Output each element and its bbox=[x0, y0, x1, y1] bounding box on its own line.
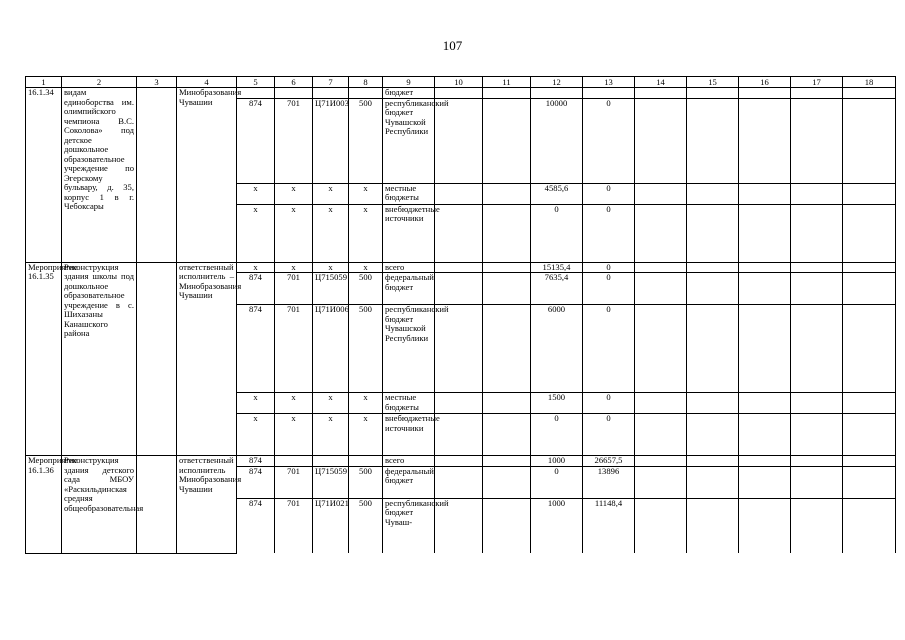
code-gr: 874 bbox=[237, 98, 275, 183]
code-vr: x bbox=[349, 262, 383, 273]
measure-id: Мероприятие 16.1.36 bbox=[26, 456, 62, 554]
code-cs: Ц715059 bbox=[313, 273, 349, 305]
code-vr bbox=[349, 456, 383, 467]
code-rz: 701 bbox=[275, 498, 313, 553]
empty-cell bbox=[635, 262, 687, 273]
code-rz: x bbox=[275, 414, 313, 456]
empty-cell bbox=[483, 414, 531, 456]
empty-cell bbox=[791, 466, 843, 498]
empty-cell bbox=[483, 273, 531, 305]
empty-cell bbox=[791, 393, 843, 414]
empty-cell bbox=[739, 183, 791, 204]
column-header: 9 bbox=[383, 77, 435, 88]
column-header: 7 bbox=[313, 77, 349, 88]
empty-cell bbox=[843, 305, 896, 393]
empty-cell bbox=[483, 204, 531, 262]
funding-source: республиканский бюджет Чувашской Республики bbox=[383, 305, 435, 393]
funding-source: федеральный бюджет bbox=[383, 273, 435, 305]
code-vr: x bbox=[349, 183, 383, 204]
empty-cell bbox=[843, 273, 896, 305]
code-gr: 874 bbox=[237, 273, 275, 305]
code-rz: x bbox=[275, 393, 313, 414]
value-col12: 0 bbox=[531, 204, 583, 262]
measure-id: 16.1.34 bbox=[26, 88, 62, 263]
code-cs: Ц715059 bbox=[313, 466, 349, 498]
column-header: 17 bbox=[791, 77, 843, 88]
empty-cell bbox=[687, 393, 739, 414]
empty-cell bbox=[435, 98, 483, 183]
code-rz: 701 bbox=[275, 98, 313, 183]
code-gr: 874 bbox=[237, 305, 275, 393]
empty-cell bbox=[635, 204, 687, 262]
empty-cell bbox=[635, 273, 687, 305]
value-col12: 0 bbox=[531, 414, 583, 456]
page-number: 107 bbox=[442, 38, 463, 53]
table-row bbox=[26, 456, 896, 467]
empty-cell bbox=[843, 204, 896, 262]
empty-cell bbox=[435, 273, 483, 305]
code-gr: 874 bbox=[237, 466, 275, 498]
code-cs: x bbox=[313, 262, 349, 273]
empty-cell bbox=[435, 204, 483, 262]
code-cs: x bbox=[313, 414, 349, 456]
code-rz: 701 bbox=[275, 466, 313, 498]
funding-source: республиканский бюджет Чуваш- bbox=[383, 498, 435, 553]
code-gr: x bbox=[237, 393, 275, 414]
value-col13: 0 bbox=[583, 393, 635, 414]
value-col13: 13896 bbox=[583, 466, 635, 498]
empty-cell bbox=[791, 204, 843, 262]
empty-cell bbox=[843, 183, 896, 204]
empty-cell bbox=[483, 305, 531, 393]
code-vr: 500 bbox=[349, 273, 383, 305]
empty-cell bbox=[791, 305, 843, 393]
funding-source: бюджет bbox=[383, 88, 435, 99]
value-col12: 15135,4 bbox=[531, 262, 583, 273]
column-header: 14 bbox=[635, 77, 687, 88]
empty-cell bbox=[739, 498, 791, 553]
code-rz: 701 bbox=[275, 273, 313, 305]
code-rz: x bbox=[275, 262, 313, 273]
code-cs: x bbox=[313, 204, 349, 262]
column-header: 12 bbox=[531, 77, 583, 88]
empty-cell bbox=[435, 393, 483, 414]
empty-cell bbox=[791, 88, 843, 99]
empty-cell bbox=[843, 498, 896, 553]
empty-cell bbox=[739, 88, 791, 99]
value-col12: 4585,6 bbox=[531, 183, 583, 204]
empty-cell bbox=[435, 456, 483, 467]
column-header: 5 bbox=[237, 77, 275, 88]
value-col12: 10000 bbox=[531, 98, 583, 183]
empty-cell bbox=[687, 88, 739, 99]
empty-cell bbox=[635, 414, 687, 456]
column-header: 2 bbox=[62, 77, 137, 88]
empty-cell bbox=[687, 466, 739, 498]
code-vr: 500 bbox=[349, 466, 383, 498]
column-header-row bbox=[26, 77, 896, 88]
code-cs: x bbox=[313, 183, 349, 204]
code-vr: 500 bbox=[349, 98, 383, 183]
empty-cell bbox=[483, 456, 531, 467]
value-col13: 0 bbox=[583, 305, 635, 393]
empty-cell bbox=[483, 183, 531, 204]
column-header: 4 bbox=[177, 77, 237, 88]
column-header: 16 bbox=[739, 77, 791, 88]
empty-cell bbox=[635, 393, 687, 414]
empty-cell bbox=[483, 466, 531, 498]
empty-cell bbox=[635, 498, 687, 553]
code-vr: x bbox=[349, 414, 383, 456]
empty-cell bbox=[483, 262, 531, 273]
code-gr: x bbox=[237, 262, 275, 273]
code-vr: 500 bbox=[349, 305, 383, 393]
code-cs bbox=[313, 88, 349, 99]
value-col12: 7635,4 bbox=[531, 273, 583, 305]
column-header: 6 bbox=[275, 77, 313, 88]
executor: Минобразования Чувашии bbox=[177, 88, 237, 263]
empty-cell bbox=[435, 414, 483, 456]
measure-name: видам единоборства им. олимпийского чемпиона В.С. Соколова» под детское дошкольное образовательное учреждение по Эгерскому бульвару, д. 35, корпус 1 в г. Чебоксары bbox=[62, 88, 137, 263]
value-col12 bbox=[531, 88, 583, 99]
funding-source: всего bbox=[383, 456, 435, 467]
funding-source: всего bbox=[383, 262, 435, 273]
code-vr: 500 bbox=[349, 498, 383, 553]
column-header: 10 bbox=[435, 77, 483, 88]
empty-cell bbox=[791, 98, 843, 183]
column-header: 8 bbox=[349, 77, 383, 88]
empty-cell bbox=[739, 414, 791, 456]
code-vr: x bbox=[349, 393, 383, 414]
empty-cell bbox=[687, 273, 739, 305]
code-gr: x bbox=[237, 183, 275, 204]
value-col13: 0 bbox=[583, 183, 635, 204]
empty-cell bbox=[483, 98, 531, 183]
value-col13: 0 bbox=[583, 262, 635, 273]
empty-cell bbox=[791, 262, 843, 273]
empty-cell bbox=[843, 262, 896, 273]
measure-name: Реконструкция здания детского сада МБОУ «Раскильдинская средняя общеобразовательная bbox=[62, 456, 137, 554]
empty-cell bbox=[635, 183, 687, 204]
column-header: 1 bbox=[26, 77, 62, 88]
value-col13: 0 bbox=[583, 98, 635, 183]
code-rz bbox=[275, 456, 313, 467]
code-cs bbox=[313, 456, 349, 467]
empty-cell bbox=[435, 88, 483, 99]
empty-cell bbox=[739, 456, 791, 467]
empty-cell bbox=[739, 98, 791, 183]
column-header: 18 bbox=[843, 77, 896, 88]
empty-cell bbox=[687, 183, 739, 204]
empty-cell bbox=[687, 456, 739, 467]
empty-cell bbox=[739, 466, 791, 498]
value-col13: 0 bbox=[583, 414, 635, 456]
executor: ответственный исполнитель Минобразования Чувашии bbox=[177, 456, 237, 554]
empty-cell bbox=[843, 414, 896, 456]
empty-cell bbox=[635, 456, 687, 467]
value-col13: 26657,5 bbox=[583, 456, 635, 467]
empty-cell bbox=[687, 305, 739, 393]
empty-cell bbox=[483, 88, 531, 99]
code-cs: x bbox=[313, 393, 349, 414]
empty-cell bbox=[739, 393, 791, 414]
value-col12: 1000 bbox=[531, 456, 583, 467]
empty-cell bbox=[435, 466, 483, 498]
value-col13: 0 bbox=[583, 273, 635, 305]
code-cs: Ц71И003 bbox=[313, 98, 349, 183]
funding-source: местные бюджеты bbox=[383, 393, 435, 414]
value-col12: 6000 bbox=[531, 305, 583, 393]
code-cs: Ц71И006 bbox=[313, 305, 349, 393]
empty-cell bbox=[843, 456, 896, 467]
value-col13 bbox=[583, 88, 635, 99]
empty-cell bbox=[843, 466, 896, 498]
empty-cell bbox=[739, 305, 791, 393]
empty-cell bbox=[435, 305, 483, 393]
code-rz: x bbox=[275, 204, 313, 262]
empty-cell bbox=[635, 88, 687, 99]
empty-cell bbox=[435, 262, 483, 273]
empty-cell bbox=[687, 204, 739, 262]
column-header: 11 bbox=[483, 77, 531, 88]
code-vr: x bbox=[349, 204, 383, 262]
empty-cell bbox=[843, 393, 896, 414]
funding-source: внебюджетные источники bbox=[383, 414, 435, 456]
code-rz bbox=[275, 88, 313, 99]
empty-cell bbox=[687, 498, 739, 553]
measure-name: Реконструкция здания школы под дошкольное образовательное учреждение в с. Шихазаны Канашского района bbox=[62, 262, 137, 456]
empty-cell bbox=[483, 393, 531, 414]
code-cs: Ц71И021 bbox=[313, 498, 349, 553]
value-col12: 0 bbox=[531, 466, 583, 498]
empty-cell bbox=[739, 262, 791, 273]
value-col13: 11148,4 bbox=[583, 498, 635, 553]
empty-cell bbox=[435, 183, 483, 204]
empty-cell bbox=[635, 305, 687, 393]
executor: ответственный исполнитель – Минобразования Чувашии bbox=[177, 262, 237, 456]
column-header: 13 bbox=[583, 77, 635, 88]
empty-cell bbox=[739, 204, 791, 262]
empty-cell bbox=[739, 273, 791, 305]
empty-cell bbox=[635, 98, 687, 183]
value-col12: 1000 bbox=[531, 498, 583, 553]
empty-cell bbox=[843, 88, 896, 99]
value-col12: 1500 bbox=[531, 393, 583, 414]
empty-cell bbox=[791, 183, 843, 204]
column-header: 15 bbox=[687, 77, 739, 88]
column-header: 3 bbox=[137, 77, 177, 88]
empty-cell bbox=[791, 498, 843, 553]
code-gr: 874 bbox=[237, 498, 275, 553]
empty-cell bbox=[791, 456, 843, 467]
empty-cell bbox=[483, 498, 531, 553]
empty-cell bbox=[791, 273, 843, 305]
code-rz: x bbox=[275, 183, 313, 204]
empty-cell bbox=[687, 98, 739, 183]
empty-cell bbox=[687, 262, 739, 273]
funding-source: федеральный бюджет bbox=[383, 466, 435, 498]
empty-cell bbox=[137, 88, 177, 263]
budget-table bbox=[25, 76, 896, 554]
table-row bbox=[26, 262, 896, 273]
value-col13: 0 bbox=[583, 204, 635, 262]
table-row bbox=[26, 88, 896, 99]
empty-cell bbox=[635, 466, 687, 498]
funding-source: местные бюджеты bbox=[383, 183, 435, 204]
empty-cell bbox=[687, 414, 739, 456]
code-gr bbox=[237, 88, 275, 99]
code-rz: 701 bbox=[275, 305, 313, 393]
code-gr: x bbox=[237, 414, 275, 456]
empty-cell bbox=[843, 98, 896, 183]
code-vr bbox=[349, 88, 383, 99]
code-gr: x bbox=[237, 204, 275, 262]
empty-cell bbox=[137, 262, 177, 456]
measure-id: Мероприятие 16.1.35 bbox=[26, 262, 62, 456]
code-gr: 874 bbox=[237, 456, 275, 467]
empty-cell bbox=[791, 414, 843, 456]
funding-source: внебюджетные источники bbox=[383, 204, 435, 262]
funding-source: республиканский бюджет Чувашской Республики bbox=[383, 98, 435, 183]
